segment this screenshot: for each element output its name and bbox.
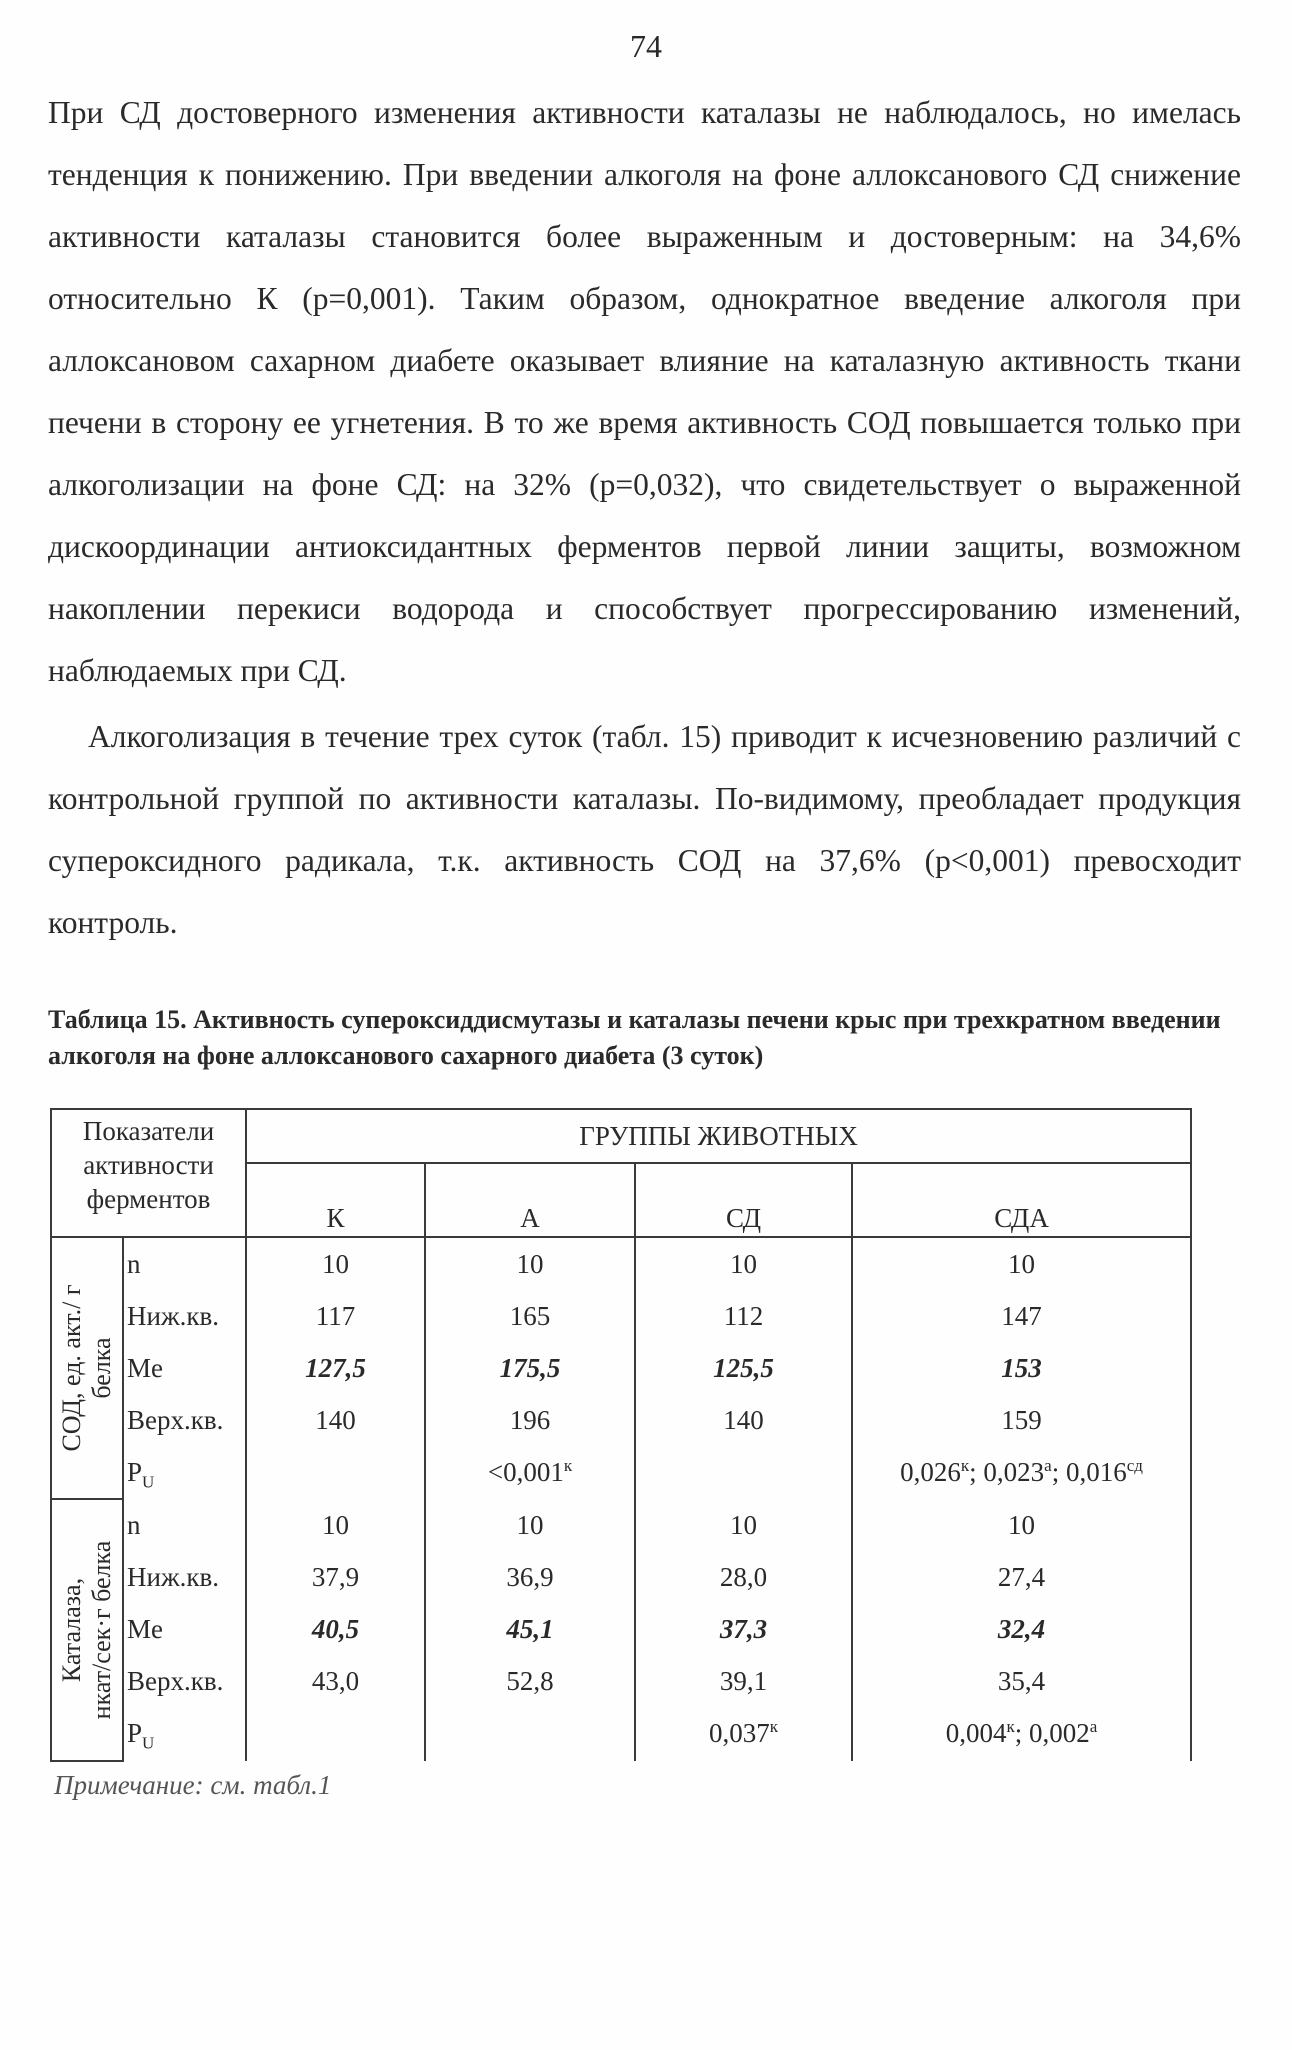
group-header-a: А bbox=[425, 1163, 635, 1237]
value-upper: 140 bbox=[723, 1405, 764, 1435]
value-p: $0,004^к$; $0,002^а$ bbox=[945, 1717, 1098, 1748]
value-upper: 35,4 bbox=[997, 1666, 1046, 1696]
row-label-upper-quartile: Верх.кв. bbox=[127, 1666, 224, 1696]
cell-sod-k bbox=[246, 1237, 425, 1499]
value-n: 10 bbox=[730, 1510, 758, 1540]
table-note: Примечание: см. табл.1 bbox=[54, 1770, 332, 1800]
value-p bbox=[247, 1446, 424, 1498]
cell-catalase-a bbox=[425, 1499, 635, 1761]
value-upper: 140 bbox=[315, 1405, 356, 1435]
cell-catalase-sda bbox=[852, 1499, 1191, 1761]
value-lower: 37,9 bbox=[311, 1562, 360, 1592]
header-groups: ГРУППЫ ЖИВОТНЫХ bbox=[246, 1109, 1191, 1163]
row-label-p: $P_U$ bbox=[127, 1718, 155, 1753]
value-p bbox=[636, 1446, 851, 1498]
value-upper: 52,8 bbox=[506, 1666, 554, 1696]
value-p: $<0,001^к$ bbox=[487, 1456, 573, 1487]
section-sod bbox=[51, 1237, 1191, 1499]
table-caption: Таблица 15. Активность супероксиддисмутазы и каталазы печени крыс при трехкратном введении алкоголя на фоне аллоксанового сахарного диабета (3 суток) bbox=[48, 1005, 1221, 1070]
paragraph: Алкоголизация в течение трех суток (табл. 15) приводит к исчезновению различий с контрольной группой по активности каталазы. По-видимому, преобладает продукция супероксидного радикала, т.к. активность СОД на 37,6% (р<0,001) превосходит контроль. bbox=[48, 719, 1241, 940]
value-median: 32,4 bbox=[997, 1614, 1046, 1644]
cell-catalase-k bbox=[246, 1499, 425, 1761]
row-label-lower-quartile: Ниж.кв. bbox=[127, 1562, 219, 1592]
value-lower: 112 bbox=[723, 1301, 764, 1331]
value-lower: 165 bbox=[509, 1301, 551, 1331]
row-label-median: Me bbox=[127, 1614, 163, 1644]
paragraph: При СД достоверного изменения активности каталазы не наблюдалось, но имелась тенденция к понижению. При введении алкоголя на фоне аллоксанового СД снижение активности каталазы становится более выраженным и достоверным: на 34,6% относительно К (р=0,001). Таким образом, однократное введение алкоголя при аллоксановом сахарном диабете оказывает влияние на каталазную активность ткани печени в сторону ее угнетения. В то же время активность СОД повышается только при алкоголизации на фоне СД: на 32% (р=0,032), что свидетельствует о выраженной дискоординации антиоксидантных ферментов первой линии защиты, возможном накоплении перекиси водорода и способствует прогрессированию изменений, наблюдаемых при СД. bbox=[48, 95, 1241, 688]
row-labels bbox=[123, 1237, 246, 1499]
page-number: 74 bbox=[630, 28, 662, 64]
value-n: 10 bbox=[516, 1510, 544, 1540]
cell-catalase-sd bbox=[635, 1499, 852, 1761]
row-label-median: Me bbox=[127, 1353, 163, 1383]
data-table bbox=[50, 1108, 1192, 1762]
value-lower: 36,9 bbox=[506, 1562, 554, 1592]
section-label-catalase bbox=[51, 1499, 123, 1761]
value-upper: 39,1 bbox=[719, 1666, 768, 1696]
cell-sod-a bbox=[425, 1237, 635, 1499]
value-n: 10 bbox=[730, 1249, 758, 1279]
section-name-line2: нкат/сек·г белка bbox=[87, 1540, 116, 1720]
group-header-sda: СДА bbox=[852, 1163, 1191, 1237]
value-median: 40,5 bbox=[311, 1614, 360, 1644]
row-label-lower-quartile: Ниж.кв. bbox=[127, 1301, 219, 1331]
value-median: 125,5 bbox=[713, 1353, 774, 1383]
row-label-n: n bbox=[127, 1249, 141, 1279]
body-text bbox=[48, 82, 1241, 954]
value-n: 10 bbox=[516, 1249, 544, 1279]
cell-sod-sda bbox=[852, 1237, 1191, 1499]
value-median: 45,1 bbox=[506, 1614, 554, 1644]
value-p: $0,026^к$; $0,023^а$; $0,016^{сд}$ bbox=[900, 1456, 1143, 1487]
value-n: 10 bbox=[1008, 1249, 1036, 1279]
value-upper: 196 bbox=[509, 1405, 551, 1435]
value-lower: 117 bbox=[315, 1301, 356, 1331]
section-name-line2: белка bbox=[87, 1337, 116, 1399]
value-median: 153 bbox=[1001, 1353, 1042, 1383]
value-n: 10 bbox=[322, 1249, 350, 1279]
value-p: $0,037^к$ bbox=[709, 1717, 779, 1748]
row-label-p: $P_U$ bbox=[127, 1457, 155, 1492]
row-label-n: n bbox=[127, 1510, 141, 1540]
section-label-sod bbox=[51, 1237, 123, 1499]
header-indicators: Показатели активности ферментов bbox=[51, 1109, 246, 1237]
value-median: 175,5 bbox=[499, 1353, 561, 1383]
value-lower: 147 bbox=[1001, 1301, 1042, 1331]
row-label-upper-quartile: Верх.кв. bbox=[127, 1405, 224, 1435]
value-n: 10 bbox=[1008, 1510, 1036, 1540]
value-upper: 159 bbox=[1001, 1405, 1042, 1435]
cell-sod-sd bbox=[635, 1237, 852, 1499]
group-header-sd: СД bbox=[635, 1163, 852, 1237]
row-labels bbox=[123, 1499, 246, 1761]
section-name-line1: Каталаза, bbox=[57, 1577, 86, 1683]
value-lower: 28,0 bbox=[719, 1562, 768, 1592]
section-name-line1: СОД, ед. акт./ г bbox=[57, 1284, 86, 1452]
value-n: 10 bbox=[322, 1510, 350, 1540]
value-lower: 27,4 bbox=[997, 1562, 1046, 1592]
value-upper: 43,0 bbox=[311, 1666, 360, 1696]
value-median: 127,5 bbox=[305, 1353, 366, 1383]
group-header-k: К bbox=[246, 1163, 425, 1237]
value-median: 37,3 bbox=[719, 1614, 768, 1644]
section-catalase bbox=[51, 1499, 1191, 1761]
value-p bbox=[426, 1707, 634, 1759]
value-p bbox=[247, 1707, 424, 1759]
